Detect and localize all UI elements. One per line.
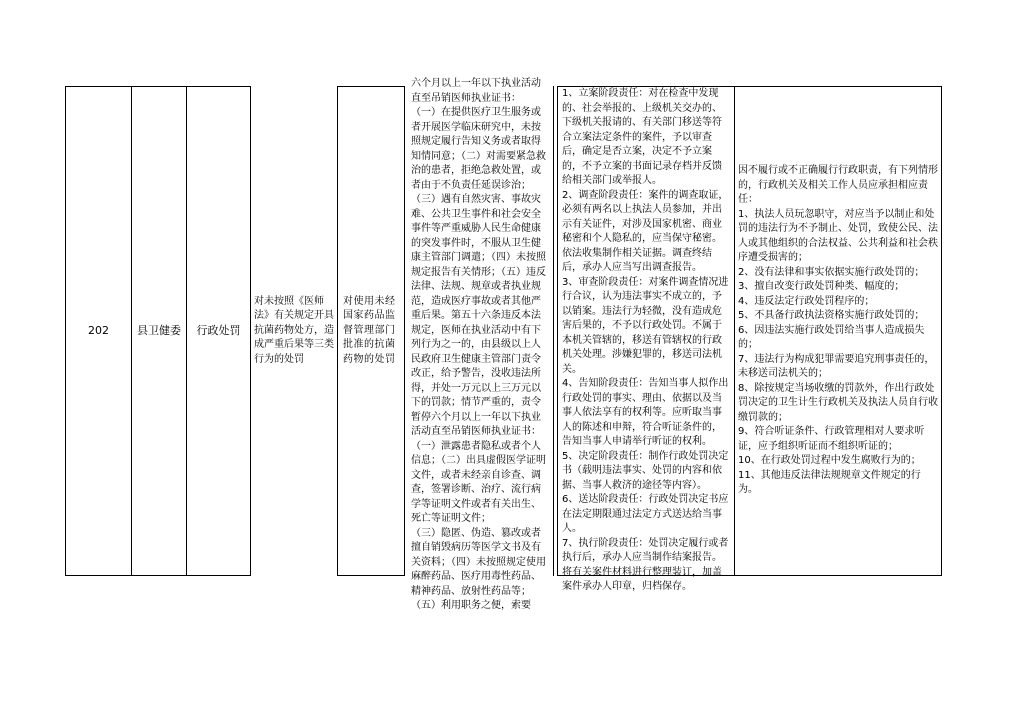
basis-paragraph: （三）遇有自然灾害、事故灾难、公共卫生事件和社会安全事件等严重威胁人民生命健康的突发事件时，不服从卫生健康主管部门调遣；（四）未按照规定报告有关情形；（五）违反法律、法规、规章或者执业规范，造成医疗事故或者其他严重后果。第五十六条违反本法规定，医师在执业活动中有下列行为之一的，由县级以上人民政府卫生健康主管部门责令改正，给予警告，没收违法所得，并处一万元以上三万元以下的罚款；情节严重的，责令暂停六个月以上一年以下执业活动直至吊销医师执业证书：（一）泄露患者隐私或者个人信息；（二）出具虚假医学证明文件，或者未经亲自诊查、调查，签署诊断、治疗、流行病学等证明文件或者有关出生、死亡等证明文件； (411, 194, 546, 524)
sub-item-cell (338, 86, 404, 576)
item-name-cell (251, 86, 338, 576)
department: 县卫健委 (137, 324, 181, 337)
procedure-paragraph: 3、审查阶段责任：对案件调查情况进行合议，认为违法事实不成立的，予以销案。违法行为轻微，没有造成危害后果的，不予以行政处罚。不属于本机关管辖的，移送有管辖权的行政机关处理。涉嫌犯罪的，移送司法机关。 (562, 276, 729, 375)
sub-item: 对使用未经国家药品监督管理部门批准的抗菌药物的处罚 (343, 295, 396, 365)
basis-paragraph: （三）隐匿、伪造、篡改或者擅自销毁病历等医学文书及有关资料；（四）未按照规定使用麻醉药品、医疗用毒性药品、精神药品、放射性药品等； (411, 527, 546, 597)
liability-paragraph: 11、其他违反法律法规规章文件规定的行为。 (738, 469, 921, 496)
liability-paragraph: 7、违法行为构成犯罪需要追究刑事责任的，未移送司法机关的； (738, 353, 935, 380)
row-number-cell (65, 86, 131, 576)
procedure-paragraph: 5、决定阶段责任：制作行政处罚决定书（载明违法事实、处罚的内容和依据、当事人救济的途径等内容）。 (562, 450, 729, 491)
liability-paragraph: 8、除按规定当场收缴的罚款外，作出行政处罚决定的卫生计生行政机关及执法人员自行收缴罚款的； (738, 382, 938, 423)
liability-paragraph: 6、因违法实施行政处罚给当事人造成损失的； (738, 324, 925, 351)
procedure-cell (557, 86, 735, 592)
liability-paragraph: 因不履行或不正确履行行政职责，有下列情形的，行政机关及相关工作人员应承担相应责任： (738, 165, 938, 206)
basis-paragraph: 六个月以上一年以下执业活动直至吊销医师执业证书： (411, 78, 541, 104)
power-type: 行政处罚 (196, 324, 241, 337)
liability-paragraph: 3、擅自改变行政处罚种类、幅度的； (738, 281, 905, 293)
liability-paragraph: 1、执法人员玩忽职守，对应当予以制止和处罚的违法行为不予制止、处罚，致使公民、法人或其他组织的合法权益、公共利益和社会秩序遭受损害的； (738, 208, 938, 264)
row-number: 202 (88, 324, 109, 337)
liability-text (738, 164, 938, 498)
legal-basis-cell (404, 78, 554, 611)
liability-paragraph: 5、不具备行政执法资格实施行政处罚的； (738, 310, 925, 322)
procedure-paragraph: 6、送达阶段责任：行政处罚决定书应在法定期限通过法定方式送达给当事人。 (562, 494, 729, 534)
liability-paragraph: 2、没有法律和事实依据实施行政处罚的； (738, 266, 925, 278)
item-name: 对未按照《医师法》有关规定开具抗菌药物处方，造成严重后果等三类行为的处罚 (254, 295, 334, 365)
liability-paragraph: 10、在行政处罚过程中发生腐败行为的； (738, 455, 921, 467)
basis-paragraph: （一）在提供医疗卫生服务或者开展医学临床研究中，未按照规定履行告知义务或者取得知情同意；（二）对需要紧急救治的患者，拒绝急救处置，或者由于不负责任延误诊治； (411, 107, 546, 191)
liability-paragraph: 9、符合听证条件、行政管理相对人要求听证，应予组织听证而不组织听证的； (738, 426, 925, 452)
procedure-paragraph: 1、立案阶段责任：对在检查中发现的、社会举报的、上级机关交办的、下级机关报请的、有关部门移送等符合立案法定条件的案件，予以审查后，确定是否立案，决定不予立案的，不予立案的书面记录存档并反馈给相关部门或举报人。 (562, 88, 722, 186)
liability-cell (735, 86, 942, 576)
procedure-paragraph: 2、调查阶段责任：案件的调查取证，必须有两名以上执法人员参加，并出示有关证件，对涉及国家机密、商业秘密和个人隐私的，应当保守秘密。依法收集制作相关证据。调查终结后，承办人应当写出调查报告。 (562, 189, 729, 273)
power-type-cell (186, 86, 251, 576)
procedure-paragraph: 4、告知阶段责任：告知当事人拟作出行政处罚的事实、理由、依据以及当事人依法享有的权利等。应听取当事人的陈述和申辩，符合听证条件的，告知当事人申请举行听证的权利。 (562, 378, 729, 447)
procedure-paragraph: 7、执行阶段责任：处罚决定履行或者执行后，承办人应当制作结案报告。将有关案件材料进行整理装订，加盖案件承办人印章，归档保存。 (562, 537, 729, 592)
liability-paragraph: 4、违反法定行政处罚程序的； (738, 295, 875, 307)
basis-paragraph: （五）利用职务之便，索要 (411, 600, 531, 611)
department-cell (131, 86, 186, 576)
